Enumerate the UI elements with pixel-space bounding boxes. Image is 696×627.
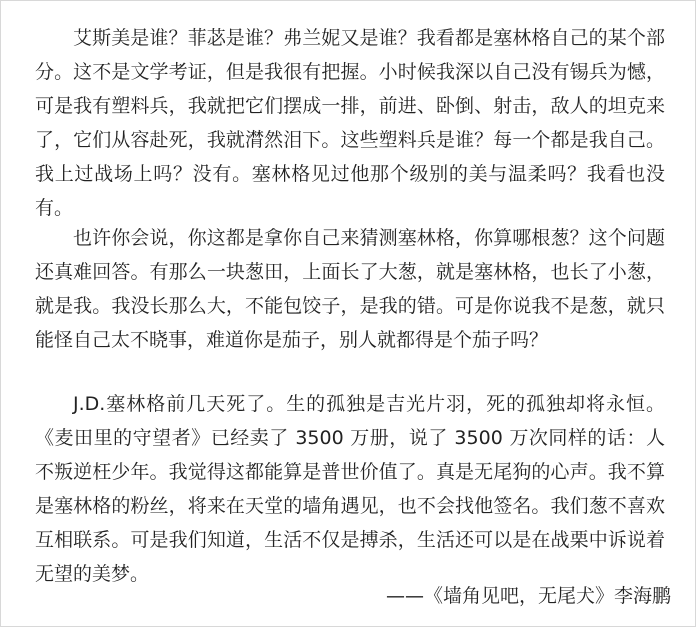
attribution: ——《墙角见吧，无尾犬》李海鹏: [385, 585, 671, 607]
paragraph-2: 也许你会说，你这都是拿你自己来猜测塞林格，你算哪根葱？这个问题还真难回答。有那么一块葱田，上面长了大葱，就是塞林格，也长了小葱，就是我。我没长那么大，不能包饺子，是我的错。可是你说我不是葱，就只能怪自己太不晓事，难道你是茄子，别人就都得是个茄子吗？: [35, 227, 665, 351]
paragraph-1: 艾斯美是谁？菲苾是谁？弗兰妮又是谁？我看都是塞林格自己的某个部分。这不是文学考证，但是我很有把握。小时候我深以自己没有锡兵为憾，可是我有塑料兵，我就把它们摆成一排，前进、卧倒、射击，敌人的坦克来了，它们从容赴死，我就潸然泪下。这些塑料兵是谁？每一个都是我自己。我上过战场上吗？没有。塞林格见过他那个级别的美与温柔吗？我看也没有。: [35, 27, 665, 219]
paragraph-3: J.D.塞林格前几天死了。生的孤独是吉光片羽，死的孤独却将永恒。《麦田里的守望者》已经卖了 3500 万册，说了 3500 万次同样的话：人不叛逆枉少年。我觉得这都能算是普世价值了。真是无尾狗的心声。我不算是塞林格的粉丝，将来在天堂的墙角遇见，也不会找他签名。我们葱不喜欢互相联系。可是我们知道，生活不仅是搏杀，生活还可以是在战栗中诉说着无望的美梦。: [35, 393, 665, 585]
